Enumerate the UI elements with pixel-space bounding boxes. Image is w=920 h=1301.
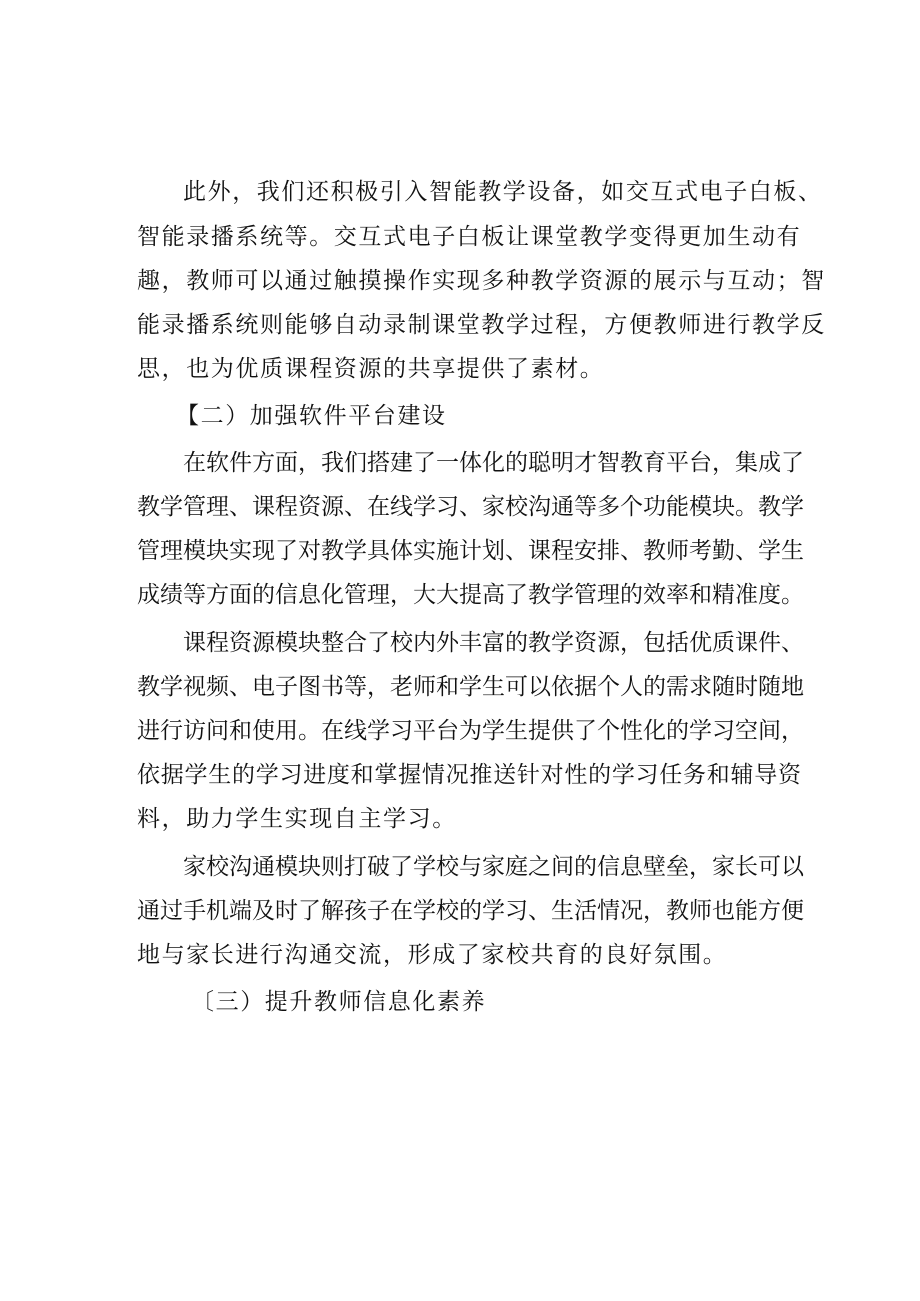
paragraph-line: 智能录播系统等。交互式电子白板让课堂教学变得更加生动有 — [137, 224, 802, 250]
paragraph-line: 地与家长进行沟通交流，形成了家校共育的良好氛围。 — [137, 942, 728, 968]
paragraph-line: 家校沟通模块则打破了学校与家庭之间的信息壁垒，家长可以 — [183, 854, 804, 880]
paragraph-line: 课程资源模块整合了校内外丰富的教学资源，包括优质课件、 — [183, 630, 804, 656]
paragraph-line: 依据学生的学习进度和掌握情况推送针对性的学习任务和辅导资 — [137, 762, 801, 788]
paragraph-line: 料，助力学生实现自主学习。 — [137, 806, 457, 832]
paragraph-line: 思，也为优质课程资源的共享提供了素材。 — [137, 356, 605, 382]
section-heading-teacher-literacy: 〔三）提升教师信息化素养 — [191, 989, 487, 1015]
paragraph-line: 能录播系统则能够自动录制课堂教学过程，方便教师进行教学反 — [137, 312, 826, 338]
paragraph-line: 此外，我们还积极引入智能教学设备，如交互式电子白板、 — [183, 179, 823, 205]
paragraph-line: 在软件方面，我们搭建了一体化的聪明才智教育平台，集成了 — [183, 450, 804, 476]
paragraph-line: 进行访问和使用。在线学习平台为学生提供了个性化的学习空间， — [137, 718, 804, 744]
paragraph-line: 管理模块实现了对教学具体实施计划、课程安排、教师考勤、学生 — [137, 538, 804, 564]
paragraph-line: 教学视频、电子图书等，老师和学生可以依据个人的需求随时随地 — [137, 674, 804, 700]
section-heading-software-platform: 【二）加强软件平台建设 — [176, 403, 447, 429]
paragraph-line: 教学管理、课程资源、在线学习、家校沟通等多个功能模块。教学 — [137, 494, 804, 520]
paragraph-line: 趣，教师可以通过触摸操作实现多种教学资源的展示与互动；智 — [137, 268, 826, 294]
paragraph-line: 通过手机端及时了解孩子在学校的学习、生活情况，教师也能方便 — [137, 898, 804, 924]
paragraph-line: 成绩等方面的信息化管理，大大提高了教学管理的效率和精准度。 — [137, 582, 804, 608]
